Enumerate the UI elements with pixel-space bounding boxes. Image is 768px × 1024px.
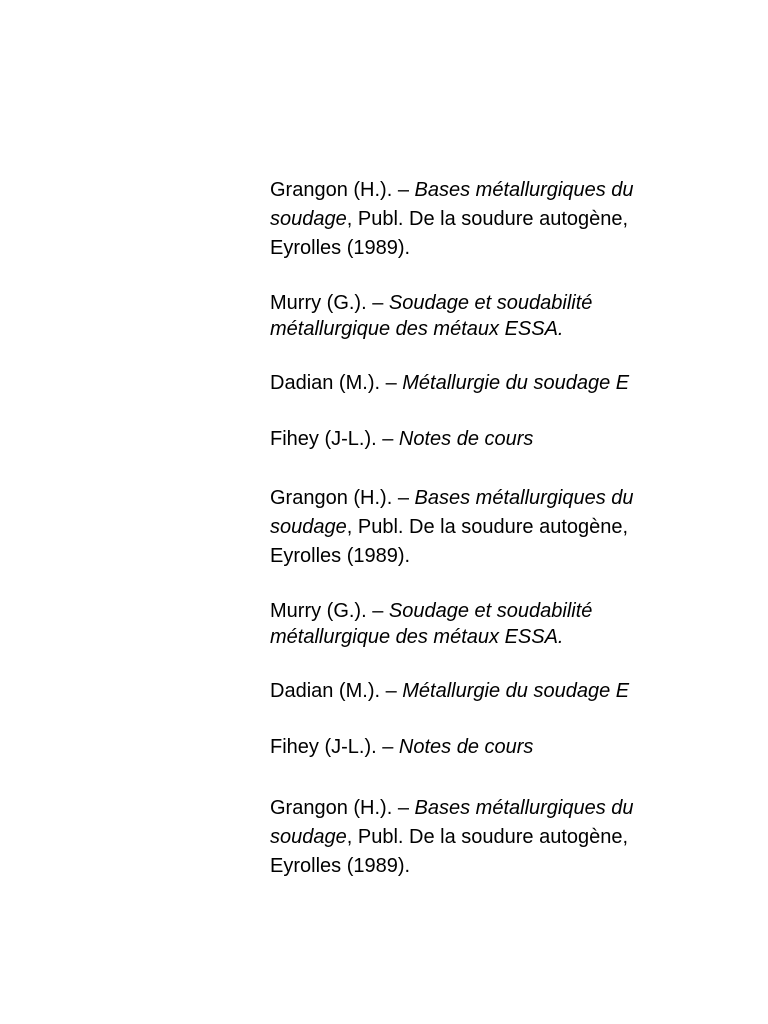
reference-author: Fihey (J-L.). – [270,428,399,450]
reference-item [270,425,676,454]
reference-author: Grangon (H.). – [270,487,415,509]
reference-item [270,484,676,571]
reference-item [270,733,676,762]
reference-item [270,176,676,263]
reference-item [270,290,676,342]
reference-author: Fihey (J-L.). – [270,736,399,758]
reference-author: Dadian (M.). – [270,372,403,394]
reference-publication: , Publ. De la soudure autogène, Eyrolles (1989). [270,516,629,567]
reference-author: Murry (G.). – [270,600,389,622]
reference-author: Dadian (M.). – [270,680,403,702]
reference-list [270,176,676,881]
reference-item [270,369,676,398]
reference-item [270,677,676,706]
reference-title: Notes de cours [398,736,534,758]
reference-publication: , Publ. De la soudure autogène, Eyrolles (1989). [270,208,629,259]
reference-title: Soudage et soudabilité métallurgique des métaux ESSA. [270,292,593,340]
reference-author: Grangon (H.). – [270,797,415,819]
reference-item [270,598,676,650]
reference-publication: , Publ. De la soudure autogène, Eyrolles (1989). [270,826,629,877]
reference-title: Notes de cours [398,428,534,450]
reference-title: Bases métallurgiques du soudage [270,797,634,848]
reference-item [270,794,676,881]
reference-title: Métallurgie du soudage E [402,372,630,394]
reference-title: Bases métallurgiques du soudage [270,487,634,538]
reference-author: Grangon (H.). – [270,179,415,201]
reference-author: Murry (G.). – [270,292,389,314]
reference-title: Bases métallurgiques du soudage [270,179,634,230]
reference-title: Métallurgie du soudage E [402,680,630,702]
reference-title: Soudage et soudabilité métallurgique des métaux ESSA. [270,600,593,648]
